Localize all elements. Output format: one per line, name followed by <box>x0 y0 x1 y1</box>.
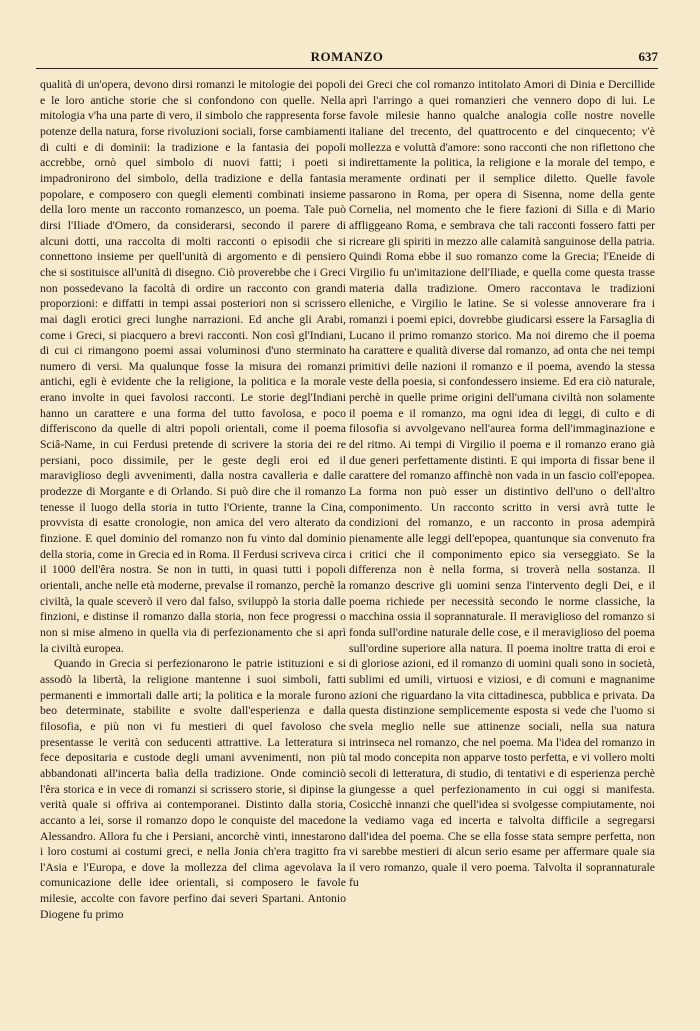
paragraph: qualità di un'opera, devono dirsi romanzi le mitologie dei popoli e le loro antiche storie che si confondono con quelle. Nella mitologia v'ha una parte di vero, il simbolo che rappresenta forse potenze della natura, forse rivoluzioni sociali, forse cambiamenti di culti e di dominii: la tradizione e la fantasia dei popoli accrebbe, ornò quel simbolo di nuovi fatti; i poeti si impadronirono del simbolo, della tradizione e della fantasia popolare, e composero con quegli elementi combinati insieme della loro mente un racconto romanzesco, un poema. Tale può dirsi l'Iliade d'Omero, da considerarsi, secondo il parere di alcuni dotti, una raccolta di molti racconti o episodii che si connettono insieme per quell'unità di argomento e di pensiero che si sostituisce all'unità di disegno. Ciò proverebbe che i Greci non possedevano la facoltà di ordire un racconto con grandi proporzioni: e diffatti in tempi assai posteriori non si scrissero mai dagli erotici greci lunghe narrazioni. Ed anche gli Arabi, come i Greci, si piacquero a brevi racconti. Non così gl'Indiani, di cui ci rimangono poemi assai voluminosi d'uno sterminato numero di versi. Ma qualunque fosse la misura dei romanzi antichi, egli è evidente che la religione, la politica e la morale erano involte in quei favolosi racconti. Le storie degl'Indiani hanno un carattere e una forma del tutto favolosa, e poco differiscono da quelle di altri popoli orientali, come il poema Sciâ-Name, in cui Ferdusi pretende di scrivere la storia dei re persiani, poco dissimile, per le geste degli eroi ed il maraviglioso degli avvenimenti, dalla nostra cavalleria e dalle prodezze di Morgante e di Orlando. Si può dire che il romanzo tenesse il luogo della storia in tutto l'Oriente, tranne la Cina, provvista di esatte cronologie, non amica del vero alterato da finzione. E quel dominio del romanzo non fu vinto dal dominio della storia, come in Grecia ed in Roma. Il Ferdusi scriveva circa il 1000 dell'êra nostra. Se non in tutti, in quasi tutti i popoli orientali, anche nelle età moderne, prevalse il romanzo, perchè la civiltà, la quale sceverò il vero dal falso, sviluppò la storia dalle finzioni, e distinse il romanzo dalla storia, non fece progressi o non si mise almeno in quella via di perfezionamento che si aprì la civiltà europea. <box>40 78 347 655</box>
page-number: 637 <box>638 49 658 64</box>
running-head <box>36 49 658 69</box>
paragraph: dei Greci che col romanzo intitolato Amori di Dinia e Dercillide aprì l'arringo a quei romanzieri che vennero dopo di lui. Le favole milesie hanno qualche analogia colle nostre novelle italiane del trecento, del quattrocento e del cinquecento; v'è mollezza e voluttà d'amore: sono racconti che non riflettono che indirettamente la politica, la religione e la morale del tempo, e meramente ordinati per il semplice diletto. Quelle favole passarono in Roma, per opera di Sisenna, nome della gente Cornelia, nel momento che le fiere fazioni di Silla e di Mario affliggeano Roma, e sembrava che tali racconti fossero fatti per ricreare gli spiriti in mezzo alle calamità sanguinose della patria. Quindi Roma ebbe il suo romanzo come la Grecia; l'Eneide di Virgilio fu un'imitazione dell'Iliade, e quella come questa trasse materia dalla tradizione. Omero raccontava le tradizioni elleniche, e Virgilio le latine. Se si volesse annoverare fra i romanzi i poemi epici, dovrebbe giudicarsi essere la Farsaglia di Lucano il primo romanzo storico. Ma noi diremo che il poema ha carattere e qualità diverse dal romanzo, ad onta che nei tempi primitivi delle nazioni il romanzo e il poema, avendo la stessa veste della poesia, si confondessero insieme. Ed era ciò naturale, perchè in quelle prime origini dell'umana civiltà non solamente il poema e il romanzo, ma ogni idea di leggi, di culto e di filosofia si avvolgevano nell'aurea forma dell'immaginazione e del ritmo. Ai tempi di Virgilio il poema e il romanzo erano già due generi perfettamente distinti. E qui importa di fissar bene il carattere del romanzo affinchè non vada in un fascio coll'epopea. La forma non può esser un distintivo dell'uno o dell'altro componimento. Un racconto scritto in versi avrà tutte le condizioni del romanzo, e un racconto in prosa adempirà pienamente alle leggi dell'epopea, quantunque sia convenuto fra i critici che il componimento epico sia verseggiato. Se la differenza non è nella forma, si troverà nella sostanza. Il romanzo descrive gli uomini senza l'intervento degli Dei, e il poema richiede per necessità secondo le norme classiche, la macchina ossia il soprannaturale. Il meraviglioso del romanzo si fonda sull'ordine naturale delle cose, e il meraviglioso del poema sull'ordine superiore alla natura. Il poema inoltre tratta di eroi e di gloriose azioni, ed il romanzo di uomini quali sono in società, sublimi ed umili, virtuosi e viziosi, e di comuni e magnanime azioni che riguardano la vita cittadinesca, pubblica e privata. Da questa distinzione semplicemente esposta si vede che l'uomo si svela meglio nelle sue attinenze sociali, nella sua natura intrinseca nel romanzo, che nel poema. Ma l'idea del romanzo in tal modo concepita non apparve tosto perfetta, e vi vollero molti secoli di letteratura, di studio, di tentativi e di esperienza perchè giungesse a quel perfezionamento in cui oggi si manifesta. Cosicchè innanzi che quell'idea si svolgesse compiutamente, noi la vediamo vaga ed incerta e talvolta difficile a segregarsi dall'idea del poema. Che se ella fosse stata sempre perfetta, non vi sarebbe mestieri di alcun serio esame per affermare quale sia il vero romanzo, quale il vero poema. Talvolta il soprannaturale fu <box>349 78 655 890</box>
paragraph: Quando in Grecia si perfezionarono le patrie istituzioni e si assodò la libertà, la religione mantenne i suoi simboli, fatti permanenti e immortali dalle arti; la politica e la morale furono beo determinate, stabilite e svolte dall'esperienza e dalla filosofia, e più non vi fu mestieri di quel favoloso che presentasse le verità con seducenti attrattive. La letteratura si fece depositaria e custode degli umani avvenimenti, non più abbandonati all'incerta balìa della tradizione. Onde cominciò l'êra storica e in vece di romanzi si scrissero storie, si dipinse la verità quale si offriva ai contemporanei. Distinto dalla storia, accanto a lei, sorse il romanzo dopo le conquiste del macedone Alessandro. Allora fu che i Persiani, ancorchè vinti, innestarono i loro costumi ai costumi greci, e nella Jonia ch'era tragitto fra l'Asia e l'Europa, e dove la mollezza del clima agevolava la comunicazione delle idee orientali, si composero le favole milesie, accolte con favore perfino dai severi Spartani. Antonio Diogene fu primo <box>40 657 346 921</box>
right-column <box>349 77 655 891</box>
header-rule <box>36 68 658 69</box>
left-column <box>40 77 346 922</box>
running-title: ROMANZO <box>310 49 384 64</box>
